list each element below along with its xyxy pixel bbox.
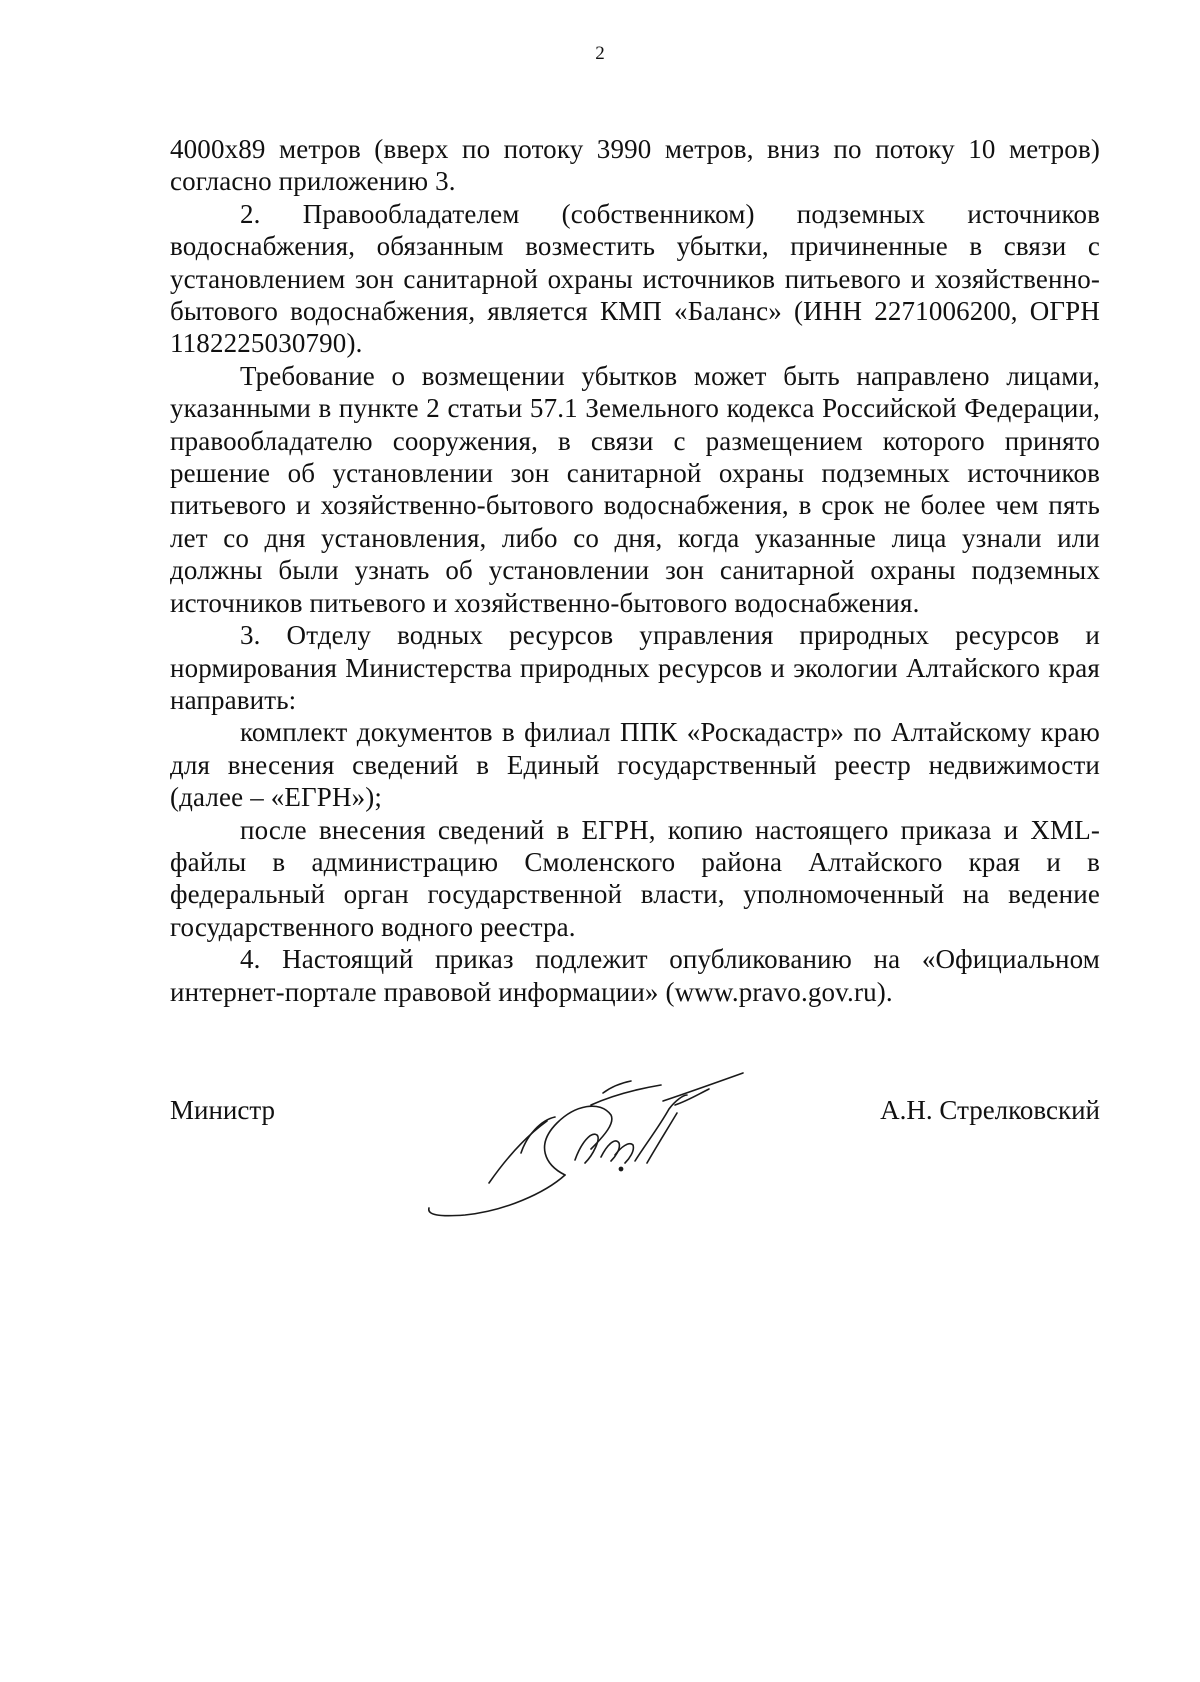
paragraph-continuation: 4000x89 метров (вверх по потоку 3990 метров, вниз по потоку 10 метров) согласно приложению 3.: [170, 134, 1100, 197]
paragraph-item-3-documents: комплект документов в филиал ППК «Роскадастр» по Алтайскому краю для внесения сведений в Единый государственный реестр недвижимости (далее – «ЕГРН»);: [170, 717, 1100, 813]
paragraph-item-3-copy: после внесения сведений в ЕГРН, копию настоящего приказа и XML-файлы в администрацию Смоленского района Алтайского края и в федеральный орган государственной власти, уполномоченный на ведение государственного водного реестра.: [170, 814, 1100, 942]
signatory-name: А.Н. Стрелковский: [880, 1095, 1100, 1125]
paragraph-item-4: 4. Настоящий приказ подлежит опубликованию на «Официальном интернет-портале правовой информации» (www.pravo.gov.ru).: [170, 944, 1100, 1007]
signatory-position: Министр: [170, 1095, 275, 1125]
paragraph-compensation-claim: Требование о возмещении убытков может быть направлено лицами, указанными в пункте 2 статьи 57.1 Земельного кодекса Российской Федерации, правообладателю сооружения, в связи с размещением которого принято решение об установлении зон санитарной охраны подземных источников питьевого и хозяйственно-бытового водоснабжения, в срок не более чем пять лет со дня установления, либо со дня, когда указанные лица узнали или должны были узнать об установлении зон санитарной охраны подземных источников питьевого и хозяйственно-бытового водоснабжения.: [170, 360, 1100, 618]
paragraph-item-2: 2. Правообладателем (собственником) подземных источников водоснабжения, обязанным возместить убытки, причиненные в связи с установлением зон санитарной охраны источников питьевого и хозяйственно-бытового водоснабжения, является КМП «Баланс» (ИНН 2271006200, ОГРН 1182225030790).: [170, 198, 1100, 359]
paragraph-item-3: 3. Отделу водных ресурсов управления природных ресурсов и нормирования Министерства природных ресурсов и экологии Алтайского края направить:: [170, 620, 1100, 715]
handwritten-signature: [425, 1065, 765, 1225]
document-body: [170, 133, 1100, 1008]
page-number: 2: [595, 43, 605, 64]
